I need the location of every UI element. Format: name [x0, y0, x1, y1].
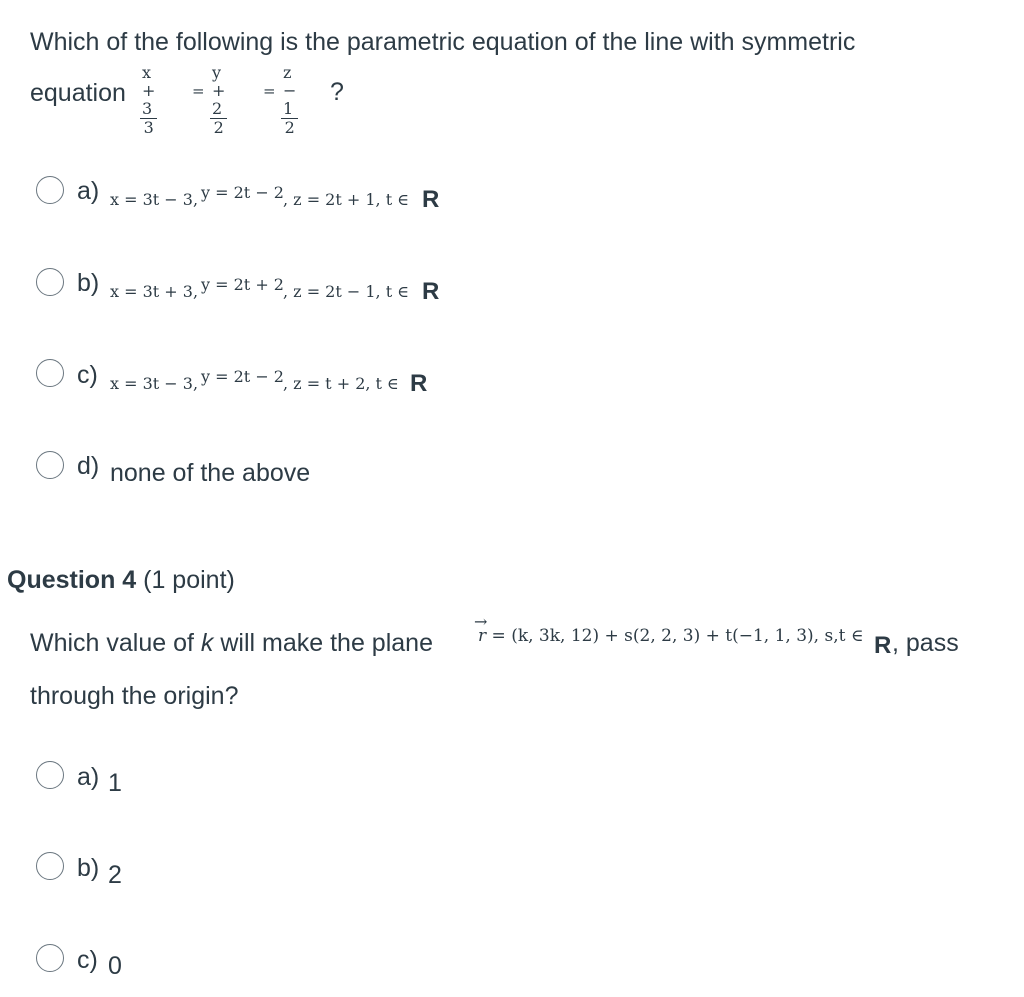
option-c-value: 0	[108, 952, 122, 980]
fraction-y	[210, 64, 227, 137]
question4-title	[7, 566, 235, 595]
question4-prompt-line1	[30, 629, 433, 658]
option-letter-a: a)	[77, 763, 100, 791]
option-c-x-eq: x = 3t − 3,	[110, 374, 199, 393]
vector-r-letter: r	[478, 626, 487, 646]
fraction-z	[281, 64, 298, 137]
fraction-y-denominator: 2	[213, 118, 224, 137]
reals-symbol: R	[874, 632, 892, 659]
option-letter-c: c)	[77, 361, 98, 389]
option-a-x-eq: x = 3t − 3,	[110, 190, 199, 209]
option-a-y-eq: y = 2t − 2	[201, 183, 284, 202]
question-mark: ?	[330, 78, 344, 106]
question4-prompt-tail: , pass	[892, 629, 959, 657]
radio-q3-option-d[interactable]	[36, 451, 64, 479]
fraction-x	[140, 64, 157, 137]
question4-prompt-before: Which value of	[30, 629, 201, 657]
radio-q3-option-c[interactable]	[36, 359, 64, 387]
fraction-z-numerator: z − 1	[283, 63, 297, 118]
radio-q4-option-b[interactable]	[36, 852, 64, 880]
fraction-y-numerator: y + 2	[212, 63, 226, 118]
option-a-z-eq: , z = 2t + 1, t ∈	[283, 190, 410, 209]
option-letter-c: c)	[77, 946, 98, 974]
option-a-value: 1	[108, 769, 122, 797]
option-d-text: none of the above	[110, 459, 311, 487]
option-letter-d: d)	[77, 452, 100, 480]
option-b-value: 2	[108, 861, 122, 889]
vector-r	[474, 612, 488, 646]
reals-symbol: R	[422, 186, 440, 213]
option-letter-b: b)	[77, 269, 100, 297]
radio-q3-option-a[interactable]	[36, 176, 64, 204]
plane-equation	[474, 612, 864, 646]
fraction-z-denominator: 2	[284, 118, 295, 137]
question4-prompt-after: will make the plane	[213, 629, 433, 657]
vector-arrow-icon: →	[474, 612, 488, 631]
option-letter-b: b)	[77, 854, 100, 882]
option-c-y-eq: y = 2t − 2	[201, 367, 284, 386]
option-b-x-eq: x = 3t + 3,	[110, 282, 199, 301]
equals-sign-1: =	[192, 82, 205, 100]
fraction-x-numerator: x + 3	[142, 63, 156, 118]
radio-q3-option-b[interactable]	[36, 268, 64, 296]
question4-prompt-line2: through the origin?	[30, 682, 239, 710]
option-letter-a: a)	[77, 177, 100, 205]
question3-equation-label: equation	[30, 79, 126, 107]
question4-variable-k: k	[200, 629, 214, 657]
option-b-z-eq: , z = 2t − 1, t ∈	[283, 282, 410, 301]
plane-equation-body: = (k, 3k, 12) + s(2, 2, 3) + t(−1, 1, 3), s,t ∈	[486, 626, 864, 646]
option-c-z-eq: , z = t + 2, t ∈	[283, 374, 399, 393]
question4-points: (1 point)	[136, 566, 235, 594]
option-b-y-eq: y = 2t + 2	[201, 275, 284, 294]
equals-sign-2: =	[263, 82, 276, 100]
reals-symbol: R	[422, 278, 440, 305]
radio-q4-option-c[interactable]	[36, 944, 64, 972]
question3-prompt-line1: Which of the following is the parametric equation of the line with symmetric	[30, 28, 856, 56]
question4-label: Question 4	[7, 566, 137, 594]
reals-symbol: R	[410, 370, 428, 397]
radio-q4-option-a[interactable]	[36, 761, 64, 789]
fraction-x-denominator: 3	[143, 118, 154, 137]
